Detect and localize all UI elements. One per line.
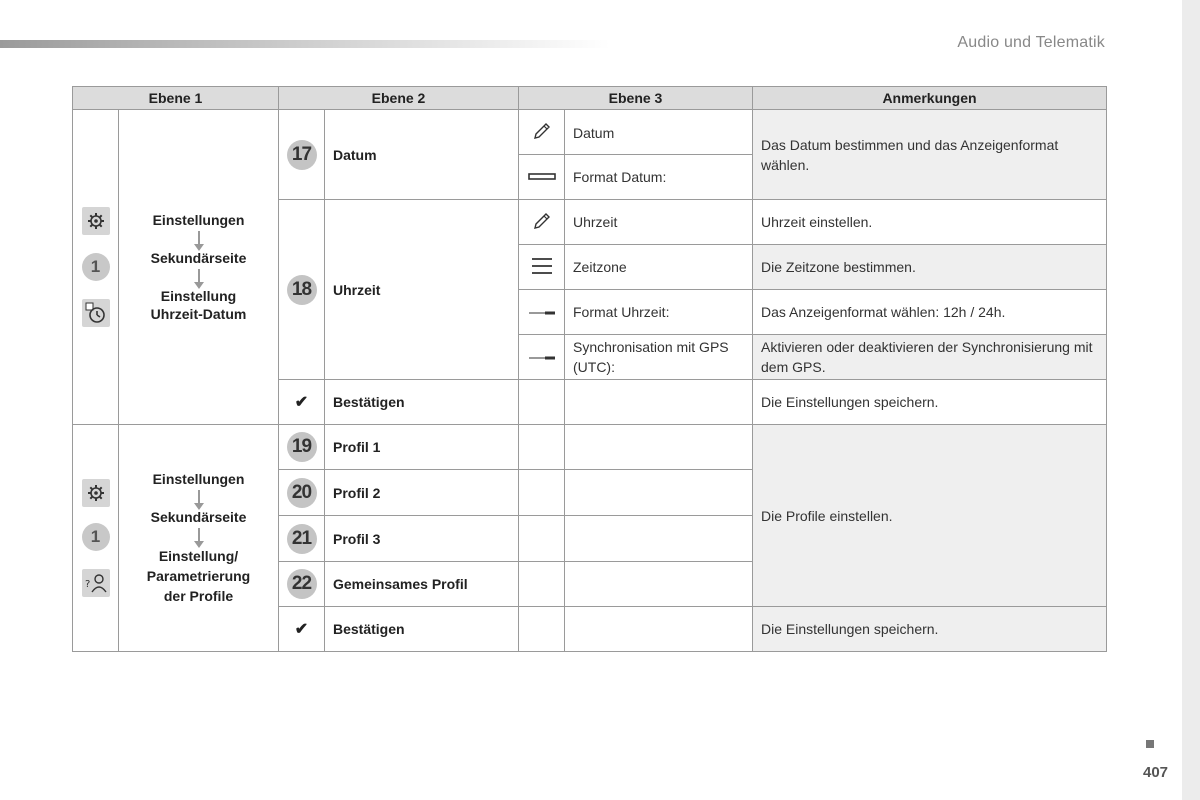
level1-step-einstellungen: Einstellungen <box>152 212 245 228</box>
check-icon: ✔ <box>294 394 309 411</box>
number-badge-22: 22 <box>287 569 317 599</box>
section-title: Audio und Telematik <box>957 34 1105 51</box>
level3-zeitzone: Zeitzone <box>565 245 753 290</box>
arrow-down-icon <box>198 231 200 247</box>
toggle-icon <box>528 309 556 317</box>
profile-icon <box>82 569 110 597</box>
empty-cell <box>519 562 565 607</box>
page-edge-strip <box>1182 0 1200 800</box>
arrow-down-icon <box>198 528 200 544</box>
level1-path-cell <box>119 110 279 425</box>
level3-format-datum: Format Datum: <box>565 155 753 200</box>
number-cell <box>279 200 325 380</box>
header-decor-bar <box>0 40 610 48</box>
gear-icon <box>82 207 110 235</box>
level1-step-uhrzeit-datum: Einstellung Uhrzeit-Datum <box>150 288 247 322</box>
number-cell <box>279 470 325 516</box>
empty-cell <box>565 380 753 425</box>
column-header-ebene3: Ebene 3 <box>519 87 753 110</box>
empty-cell <box>565 607 753 652</box>
level3-uhrzeit: Uhrzeit <box>565 200 753 245</box>
icon-cell <box>519 335 565 380</box>
number-badge-18: 18 <box>287 275 317 305</box>
check-cell <box>279 607 325 652</box>
note-synchronisation: Aktivieren oder deaktivieren der Synchronisierung mit dem GPS. <box>753 335 1107 380</box>
level2-profil-2: Profil 2 <box>325 470 519 516</box>
icon-cell <box>519 245 565 290</box>
empty-cell <box>565 562 753 607</box>
table-header-row <box>73 87 1107 110</box>
page-marker <box>1146 740 1154 748</box>
note-bestaetigen: Die Einstellungen speichern. <box>753 380 1107 425</box>
column-header-anmerkungen: Anmerkungen <box>753 87 1107 110</box>
level3-synchronisation: Synchronisation mit GPS (UTC): <box>565 335 753 380</box>
settings-table <box>72 86 1107 652</box>
icon-cell <box>519 110 565 155</box>
clock-settings-icon <box>82 299 110 327</box>
number-badge-21: 21 <box>287 524 317 554</box>
level2-gemeinsames-profil: Gemeinsames Profil <box>325 562 519 607</box>
level2-profil-1: Profil 1 <box>325 425 519 470</box>
level1-step-sekundaerseite: Sekundärseite <box>150 509 247 525</box>
icon-cell <box>519 155 565 200</box>
number-cell <box>279 562 325 607</box>
icon-cell <box>519 200 565 245</box>
column-header-ebene1: Ebene 1 <box>73 87 279 110</box>
level2-profil-3: Profil 3 <box>325 516 519 562</box>
arrow-down-icon <box>198 490 200 506</box>
column-header-ebene2: Ebene 2 <box>279 87 519 110</box>
level1-icons-cell <box>73 110 119 425</box>
empty-cell <box>565 470 753 516</box>
empty-cell <box>565 425 753 470</box>
empty-cell <box>519 380 565 425</box>
level3-datum: Datum <box>565 110 753 155</box>
empty-cell <box>519 470 565 516</box>
list-icon <box>530 256 554 276</box>
number-cell <box>279 110 325 200</box>
number-badge-17: 17 <box>287 140 317 170</box>
gear-icon <box>82 479 110 507</box>
level1-step-profile: Einstellung/ Parametrierung der Profile <box>146 548 251 604</box>
empty-cell <box>519 425 565 470</box>
pencil-icon <box>532 211 552 231</box>
level2-bestaetigen: Bestätigen <box>325 607 519 652</box>
icon-cell <box>519 290 565 335</box>
note-uhrzeit: Uhrzeit einstellen. <box>753 200 1107 245</box>
table-row <box>73 425 1107 470</box>
empty-cell <box>519 516 565 562</box>
number-badge-19: 19 <box>287 432 317 462</box>
check-cell <box>279 380 325 425</box>
level1-step-einstellungen: Einstellungen <box>152 471 245 487</box>
empty-cell <box>565 516 753 562</box>
level2-uhrzeit: Uhrzeit <box>325 200 519 380</box>
note-datum: Das Datum bestimmen und das Anzeigenformat wählen. <box>753 110 1107 200</box>
level2-bestaetigen: Bestätigen <box>325 380 519 425</box>
toggle-icon <box>528 354 556 362</box>
table-row <box>73 110 1107 155</box>
number-badge-20: 20 <box>287 478 317 508</box>
note-format-uhrzeit: Das Anzeigenformat wählen: 12h / 24h. <box>753 290 1107 335</box>
note-bestaetigen: Die Einstellungen speichern. <box>753 607 1107 652</box>
number-cell <box>279 425 325 470</box>
level2-datum: Datum <box>325 110 519 200</box>
note-profile: Die Profile einstellen. <box>753 425 1107 607</box>
rectangle-icon <box>528 172 556 182</box>
level1-icons-cell <box>73 425 119 652</box>
number-cell <box>279 516 325 562</box>
empty-cell <box>519 607 565 652</box>
note-zeitzone: Die Zeitzone bestimmen. <box>753 245 1107 290</box>
arrow-down-icon <box>198 269 200 285</box>
step-number-badge: 1 <box>82 253 110 281</box>
step-number-badge: 1 <box>82 523 110 551</box>
svg-text:?: ? <box>84 579 90 590</box>
pencil-icon <box>532 121 552 141</box>
level1-path-cell <box>119 425 279 652</box>
page-number: 407 <box>1143 764 1169 781</box>
check-icon: ✔ <box>294 621 309 638</box>
level1-step-sekundaerseite: Sekundärseite <box>150 250 247 266</box>
level3-format-uhrzeit: Format Uhrzeit: <box>565 290 753 335</box>
